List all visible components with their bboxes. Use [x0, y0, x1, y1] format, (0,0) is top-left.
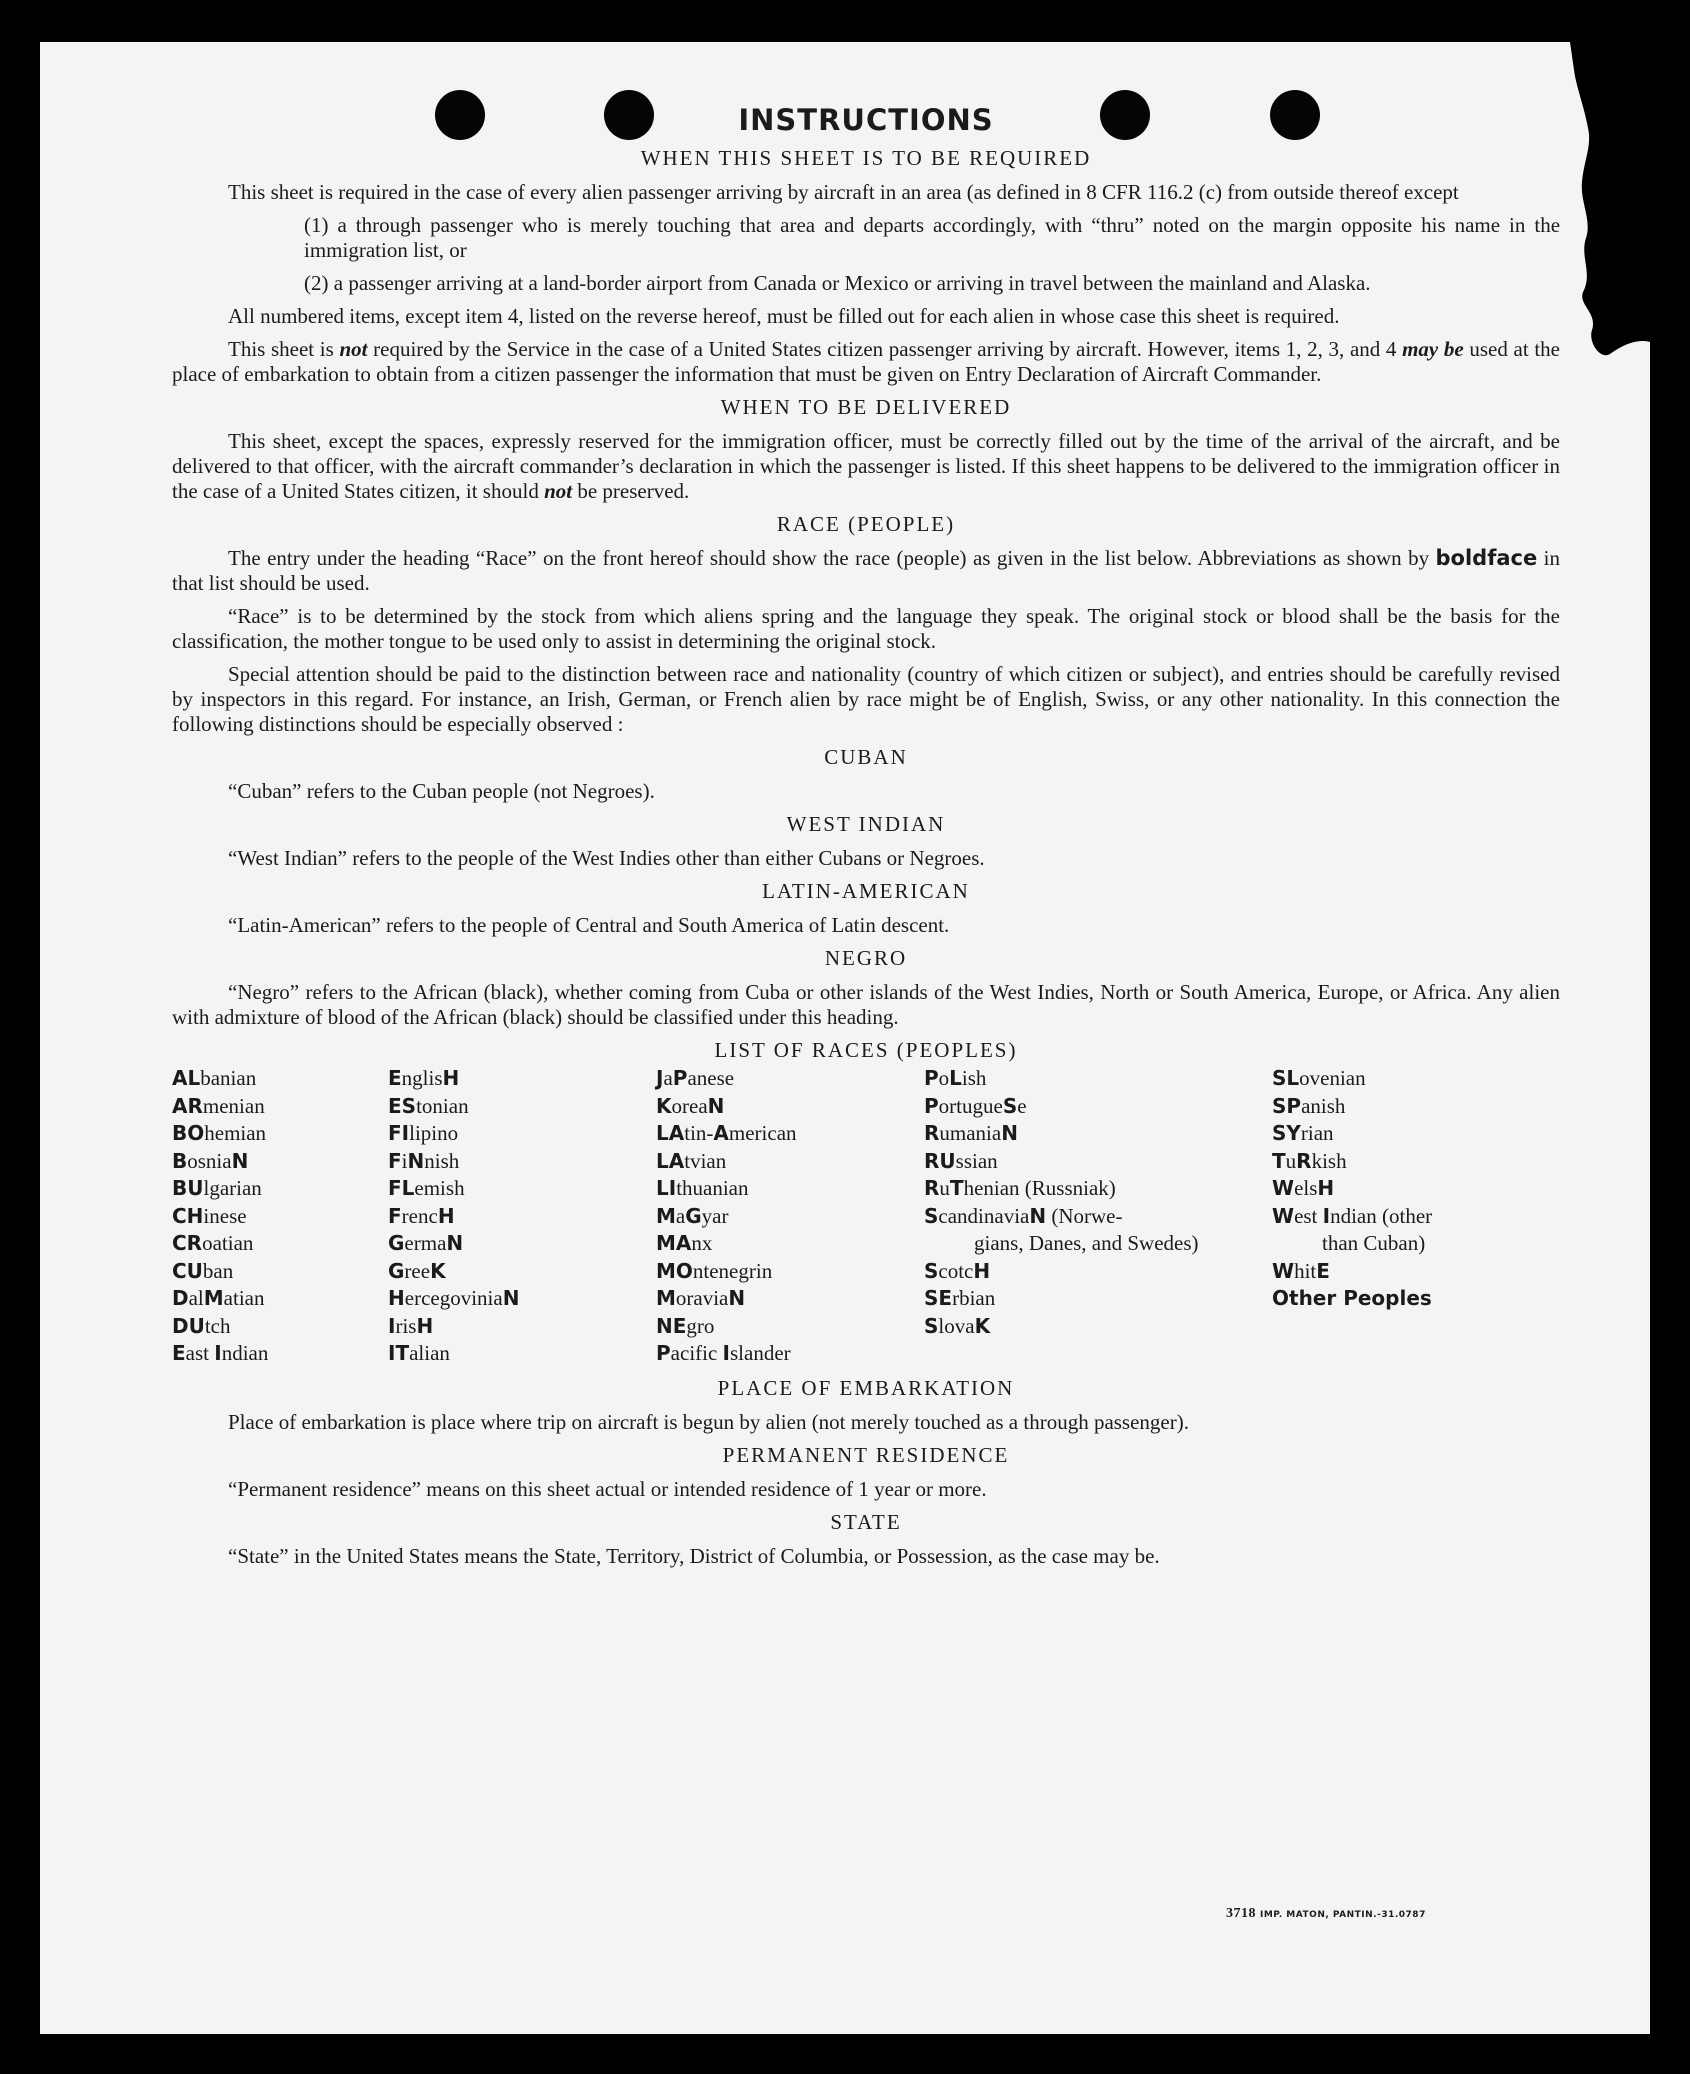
- race-entry-part: ris: [395, 1313, 417, 1338]
- race-entry-part: est: [1294, 1203, 1323, 1228]
- race-entry-part: H: [437, 1203, 455, 1228]
- race-entry: [924, 1203, 1224, 1258]
- race-entry: [1272, 1285, 1512, 1313]
- race-entry: [172, 1340, 388, 1368]
- paragraph-embarkation: Place of embarkation is place where trip on aircraft is begun by alien (not merely touched as a through passenger).: [228, 1409, 1189, 1434]
- race-entry-part: merican: [728, 1121, 797, 1145]
- race-entry-part: P: [924, 1093, 939, 1118]
- race-entry-part: u: [1285, 1148, 1297, 1173]
- race-entry-part: emish: [414, 1176, 465, 1200]
- race-entry-part: W: [1272, 1203, 1295, 1228]
- race-entry: [656, 1340, 924, 1368]
- race-entry-part: tonian: [416, 1093, 469, 1118]
- exception-item-1: [304, 213, 1560, 263]
- race-entry-part: MA: [656, 1231, 692, 1255]
- race-entry-part: RU: [924, 1148, 956, 1173]
- race-entry-part: I: [214, 1341, 222, 1365]
- race-entry-part: AL: [172, 1066, 201, 1090]
- race-entry: [172, 1120, 388, 1148]
- race-entry: [656, 1203, 924, 1231]
- race-entry-part: N: [1001, 1121, 1018, 1145]
- item-text: a through passenger who is merely touching that area and departs accordingly, with “thru” noted on the margin opposite his name in the immigration list, or: [304, 213, 1561, 262]
- document-page: [40, 42, 1650, 2034]
- race-entry-part: alian: [409, 1341, 450, 1365]
- race-entry-part: ndian: [221, 1341, 269, 1365]
- race-entry-part: H: [442, 1066, 460, 1090]
- race-entry-part: ish: [961, 1066, 987, 1090]
- item-number: (1): [304, 213, 329, 237]
- race-entry-part: acific: [670, 1341, 723, 1365]
- race-entry-part: P: [656, 1341, 671, 1365]
- race-entry-part: oravia: [675, 1286, 729, 1310]
- race-entry: [388, 1065, 656, 1093]
- race-entry-part: S: [924, 1203, 939, 1228]
- race-entry-part: (Norwe-: [1046, 1203, 1123, 1228]
- race-entry-part: nx: [691, 1231, 713, 1255]
- emphasis-not: not: [544, 479, 573, 503]
- paragraph-race-nationality: Special attention should be paid to the distinction between race and nationality (country of which citizen or subject), and entries should be carefully revised by inspectors in this regard. For instance, an Irish, German, or French alien by race might be of English, Swiss, or any other nationality. In this connection the following distinctions should be especially observed :: [172, 662, 1560, 736]
- race-entry-part: SY: [1272, 1121, 1301, 1145]
- page-title: INSTRUCTIONS: [738, 103, 994, 137]
- race-entry-part: S: [924, 1313, 939, 1338]
- race-entry-part: ntenegrin: [692, 1258, 773, 1283]
- race-entry-part: tvian: [684, 1148, 727, 1173]
- printer-imprint: [1226, 1906, 1426, 1922]
- section-heading-when-delivered: WHEN TO BE DELIVERED: [720, 395, 1012, 419]
- paragraph-latin-american: “Latin-American” refers to the people of Central and South America of Latin descent.: [228, 913, 950, 937]
- race-entry: [656, 1148, 924, 1176]
- race-entry-part: G: [388, 1258, 405, 1283]
- paragraph-negro: “Negro” refers to the African (black), whether coming from Cuba or other islands of the West Indies, North or South America, Europe, or Africa. Any alien with admixture of blood of the African (black) should be classified under this heading.: [172, 980, 1560, 1029]
- race-entry-part: FL: [388, 1176, 415, 1200]
- race-entry-part: K: [974, 1313, 991, 1338]
- race-entry-part: lipino: [409, 1121, 459, 1145]
- race-entry: [924, 1175, 1224, 1203]
- race-entry-part: I: [722, 1341, 730, 1365]
- race-entry-part: nglis: [401, 1066, 443, 1090]
- races-column: [656, 1065, 924, 1368]
- section-heading-cuban: CUBAN: [824, 745, 908, 769]
- race-entry-part: henian (Russniak): [963, 1176, 1116, 1200]
- text-span: This sheet, except the spaces, expressly reserved for the immigration officer, must be correctly filled out by the time of the arrival of the aircraft, and be delivered to that officer, with the aircraft commander’s declaration in which the passenger is listed. If this sheet happens to be delivered to the immigration officer in the case of a United States citizen, it should: [172, 429, 1560, 503]
- race-entry-part: N: [728, 1286, 746, 1310]
- section-heading-state: STATE: [830, 1509, 902, 1534]
- race-entry: [172, 1065, 388, 1093]
- races-column: [388, 1065, 656, 1368]
- race-entry-part: e: [1017, 1093, 1027, 1118]
- race-entry: [656, 1065, 924, 1093]
- paragraph-race-entry: [172, 546, 1560, 596]
- race-entry-part: ovenian: [1299, 1066, 1366, 1090]
- paragraph-race-stock: “Race” is to be determined by the stock from which aliens spring and the language they speak. The original stock or blood shall be the basis for the classification, the mother tongue to be used only to assist in determining the original stock.: [172, 604, 1560, 653]
- race-entry-part: H: [388, 1286, 405, 1310]
- text-span: used at the place of embarkation to obtain from a citizen passenger the information that must be given on Entry Declaration of Aircraft Commander.: [172, 337, 1561, 386]
- race-entry-part: K: [430, 1258, 446, 1283]
- race-entry-part: ban: [202, 1258, 234, 1283]
- race-entry-part: N: [1029, 1203, 1047, 1228]
- race-entry: [388, 1313, 656, 1341]
- race-entry-part: D: [172, 1286, 189, 1310]
- paragraph-required-intro: This sheet is required in the case of every alien passenger arriving by aircraft in an area (as defined in 8 CFR 116.2 (c) from outside thereof except: [228, 180, 1459, 204]
- section-heading-list-of-races: LIST OF RACES (PEOPLES): [714, 1038, 1018, 1062]
- race-entry-part: kish: [1311, 1148, 1347, 1173]
- race-entry-part: umania: [939, 1121, 1002, 1145]
- race-entry: [1272, 1175, 1512, 1203]
- race-entry: [924, 1120, 1224, 1148]
- race-entry-part: anese: [687, 1066, 735, 1090]
- section-heading-embarkation: PLACE OF EMBARKATION: [717, 1375, 1015, 1400]
- race-entry-part: ssian: [955, 1148, 998, 1173]
- race-entry-part: LI: [656, 1176, 677, 1200]
- race-entry-part: R: [1296, 1148, 1312, 1173]
- race-entry-part: ree: [404, 1258, 431, 1283]
- race-entry-part: yar: [701, 1203, 729, 1228]
- race-entry-part: G: [388, 1231, 405, 1255]
- race-entry-part: LA: [656, 1148, 685, 1173]
- race-entry-part: I: [1322, 1203, 1331, 1228]
- race-entry: [924, 1065, 1224, 1093]
- race-entry-part: lgarian: [203, 1176, 262, 1200]
- form-number: 3718: [1226, 1906, 1256, 1921]
- race-entry-part: erma: [404, 1231, 447, 1255]
- paragraph-permanent-residence: “Permanent residence” means on this sheet actual or intended residence of 1 year or more.: [228, 1476, 987, 1501]
- race-entry-part: L: [949, 1066, 962, 1090]
- race-entry-part: ercegovinia: [404, 1286, 503, 1310]
- race-entry-part: rian: [1300, 1121, 1334, 1145]
- paragraph-cuban: “Cuban” refers to the Cuban people (not Negroes).: [228, 779, 655, 803]
- race-entry-part: N: [502, 1286, 520, 1310]
- race-entry-part: AR: [172, 1093, 203, 1118]
- race-entry-part: CH: [172, 1203, 204, 1228]
- paragraph-state: “State” in the United States means the State, Territory, District of Columbia, or Possession, as the case may be.: [228, 1543, 1160, 1568]
- race-entry: [1272, 1065, 1512, 1093]
- race-entry-part: E: [172, 1341, 186, 1365]
- race-entry-part: E: [388, 1066, 402, 1090]
- race-entry: [172, 1230, 388, 1258]
- race-entry: [656, 1120, 924, 1148]
- race-entry-part: tch: [204, 1313, 231, 1338]
- race-entry: [1272, 1203, 1512, 1258]
- race-entry-part: than Cuban): [1322, 1231, 1426, 1255]
- boldface-word: boldface: [1435, 546, 1538, 570]
- race-entry-part: LA: [656, 1121, 685, 1145]
- race-entry: [924, 1093, 1224, 1121]
- race-entry-part: SP: [1272, 1093, 1302, 1118]
- race-entry-part: menian: [202, 1093, 265, 1118]
- race-entry-part: inese: [203, 1203, 247, 1228]
- printer-name: IMP. MATON, PANTIN.-31.0787: [1260, 1910, 1426, 1920]
- race-entry: [1272, 1148, 1512, 1176]
- paragraph-west-indian: “West Indian” refers to the people of the West Indies other than either Cubans or Negroes.: [228, 846, 985, 870]
- race-entry-part: P: [924, 1066, 939, 1090]
- race-entry-part: gians, Danes, and Swedes): [974, 1231, 1199, 1255]
- emphasis-not: not: [339, 337, 368, 361]
- race-entry: [924, 1148, 1224, 1176]
- section-heading-permanent-residence: PERMANENT RESIDENCE: [722, 1442, 1010, 1467]
- race-entry-part: CU: [172, 1258, 203, 1283]
- race-entry-part: i: [401, 1148, 408, 1173]
- race-entry: [172, 1203, 388, 1231]
- item-number: (2): [304, 271, 329, 295]
- race-entry: [1272, 1093, 1512, 1121]
- race-entry-part: N: [707, 1093, 725, 1118]
- race-entry-part: cotc: [938, 1258, 974, 1283]
- race-entry-part: hemian: [204, 1121, 267, 1145]
- race-entry-part: S: [1002, 1093, 1018, 1118]
- race-entry-part: u: [939, 1176, 950, 1200]
- race-entry-part: NE: [656, 1313, 687, 1338]
- race-entry-part: ndian (other: [1330, 1203, 1433, 1228]
- races-column: [172, 1065, 388, 1368]
- race-entry-part: osnia: [187, 1148, 232, 1173]
- race-entry-part: N: [446, 1231, 464, 1255]
- race-entry: [924, 1258, 1224, 1286]
- race-entry-part: I: [388, 1313, 396, 1338]
- race-entry-part: thuanian: [676, 1176, 749, 1200]
- race-entry: [172, 1313, 388, 1341]
- race-entry-part: H: [973, 1258, 991, 1283]
- race-entry: [388, 1175, 656, 1203]
- race-entry: [172, 1258, 388, 1286]
- race-entry-part: renc: [401, 1203, 438, 1228]
- race-entry-part: T: [949, 1176, 964, 1200]
- race-entry: [656, 1175, 924, 1203]
- instructions-content: [172, 104, 1560, 1577]
- race-entry-part: oatian: [202, 1231, 254, 1255]
- races-column: [1272, 1065, 1512, 1368]
- races-list: [172, 1065, 1560, 1368]
- race-entry-part: CR: [172, 1231, 203, 1255]
- section-heading-latin-american: LATIN-AMERICAN: [762, 879, 970, 903]
- race-entry-part: J: [656, 1066, 664, 1090]
- race-entry: [388, 1148, 656, 1176]
- race-entry-part: a: [663, 1066, 673, 1090]
- race-entry-part: a: [675, 1203, 686, 1228]
- race-entry-part: hit: [1294, 1258, 1317, 1283]
- race-entry-part: SL: [1272, 1066, 1300, 1090]
- races-column: [924, 1065, 1224, 1368]
- race-entry-part: o: [938, 1066, 950, 1090]
- race-entry-part: gro: [686, 1313, 715, 1338]
- race-entry-part: H: [416, 1313, 434, 1338]
- race-entry: [656, 1093, 924, 1121]
- race-entry: [172, 1285, 388, 1313]
- race-entry: [172, 1148, 388, 1176]
- section-heading-west-indian: WEST INDIAN: [786, 812, 946, 836]
- race-entry-part: A: [713, 1121, 729, 1145]
- paragraph-numbered-items: All numbered items, except item 4, listed on the reverse hereof, must be filled out for each alien in whose case this sheet is required.: [228, 304, 1340, 328]
- race-entry: [172, 1175, 388, 1203]
- race-entry: [388, 1203, 656, 1231]
- race-entry-part: els: [1294, 1176, 1318, 1200]
- race-entry-part: ES: [388, 1093, 417, 1118]
- text-span: This sheet is: [228, 337, 340, 361]
- race-entry: [656, 1258, 924, 1286]
- race-entry-part: rbian: [952, 1286, 996, 1310]
- text-span: required by the Service in the case of a United States citizen passenger arriving by aircraft. However, items 1, 2, 3, and 4: [367, 337, 1403, 361]
- race-entry-part: ast: [185, 1341, 215, 1365]
- race-entry: [388, 1340, 656, 1368]
- race-entry: [388, 1258, 656, 1286]
- race-entry-part: DU: [172, 1313, 205, 1338]
- text-span: The entry under the heading “Race” on the front hereof should show the race (people) as given in the list below. Abbreviations as shown by: [228, 546, 1436, 570]
- section-heading-when-required: WHEN THIS SHEET IS TO BE REQUIRED: [640, 146, 1092, 170]
- race-entry-part: N: [231, 1148, 249, 1173]
- race-entry-part: Other Peoples: [1272, 1286, 1432, 1310]
- race-entry-part: T: [1272, 1148, 1286, 1173]
- race-entry-part: banian: [200, 1066, 257, 1090]
- paragraph-citizen-passenger: [172, 337, 1560, 387]
- race-entry: [656, 1313, 924, 1341]
- race-entry-part: MO: [656, 1258, 693, 1283]
- race-entry-part: FI: [388, 1121, 410, 1145]
- race-entry-part: H: [1317, 1176, 1335, 1200]
- race-entry-part: ortugue: [938, 1093, 1003, 1118]
- text-span: be preserved.: [572, 479, 690, 503]
- race-entry-part: G: [685, 1203, 702, 1228]
- exception-item-2: [304, 271, 1560, 296]
- race-entry-part: nish: [424, 1148, 460, 1173]
- race-entry-part: M: [656, 1286, 676, 1310]
- race-entry-part: atian: [223, 1286, 265, 1310]
- race-entry-part: BU: [172, 1176, 204, 1200]
- race-entry-part: M: [656, 1203, 676, 1228]
- race-entry-part: orea: [671, 1093, 708, 1118]
- race-entry-part: R: [924, 1121, 940, 1145]
- race-entry: [656, 1230, 924, 1258]
- race-entry: [388, 1120, 656, 1148]
- race-entry-part: R: [924, 1176, 940, 1200]
- race-entry: [656, 1285, 924, 1313]
- race-entry-part: B: [172, 1148, 188, 1173]
- section-heading-negro: NEGRO: [824, 946, 908, 970]
- race-entry-part: W: [1272, 1176, 1295, 1200]
- race-entry-part: anish: [1301, 1093, 1346, 1118]
- race-entry-part: tin-: [684, 1121, 714, 1145]
- race-entry-part: N: [407, 1148, 425, 1173]
- race-entry-part: W: [1272, 1258, 1295, 1283]
- section-heading-race: RACE (PEOPLE): [776, 512, 956, 536]
- race-entry-part: K: [656, 1093, 672, 1118]
- race-entry: [924, 1313, 1224, 1341]
- race-entry-part: P: [672, 1066, 688, 1090]
- race-entry-part: al: [188, 1286, 204, 1310]
- race-entry: [924, 1285, 1224, 1313]
- race-entry: [388, 1230, 656, 1258]
- race-entry-part: SE: [924, 1286, 953, 1310]
- race-entry: [1272, 1120, 1512, 1148]
- race-entry-part: BO: [172, 1121, 205, 1145]
- race-entry-part: F: [388, 1148, 402, 1173]
- race-entry: [388, 1093, 656, 1121]
- emphasis-may-be: may be: [1402, 337, 1464, 361]
- race-entry-part: lova: [938, 1313, 975, 1338]
- race-entry-part: M: [203, 1286, 224, 1310]
- item-text: a passenger arriving at a land-border airport from Canada or Mexico or arriving in travel between the mainland and Alaska.: [333, 271, 1371, 295]
- race-entry-part: F: [388, 1203, 402, 1228]
- race-entry-part: slander: [730, 1341, 791, 1365]
- race-entry: [1272, 1258, 1512, 1286]
- race-entry-part: S: [924, 1258, 939, 1283]
- text-span: in that list should be used.: [172, 546, 1560, 595]
- race-entry-part: E: [1316, 1258, 1330, 1283]
- race-entry-part: IT: [388, 1341, 410, 1365]
- paragraph-delivery: [172, 429, 1560, 504]
- race-entry: [388, 1285, 656, 1313]
- race-entry-part: candinavia: [938, 1203, 1030, 1228]
- race-entry: [172, 1093, 388, 1121]
